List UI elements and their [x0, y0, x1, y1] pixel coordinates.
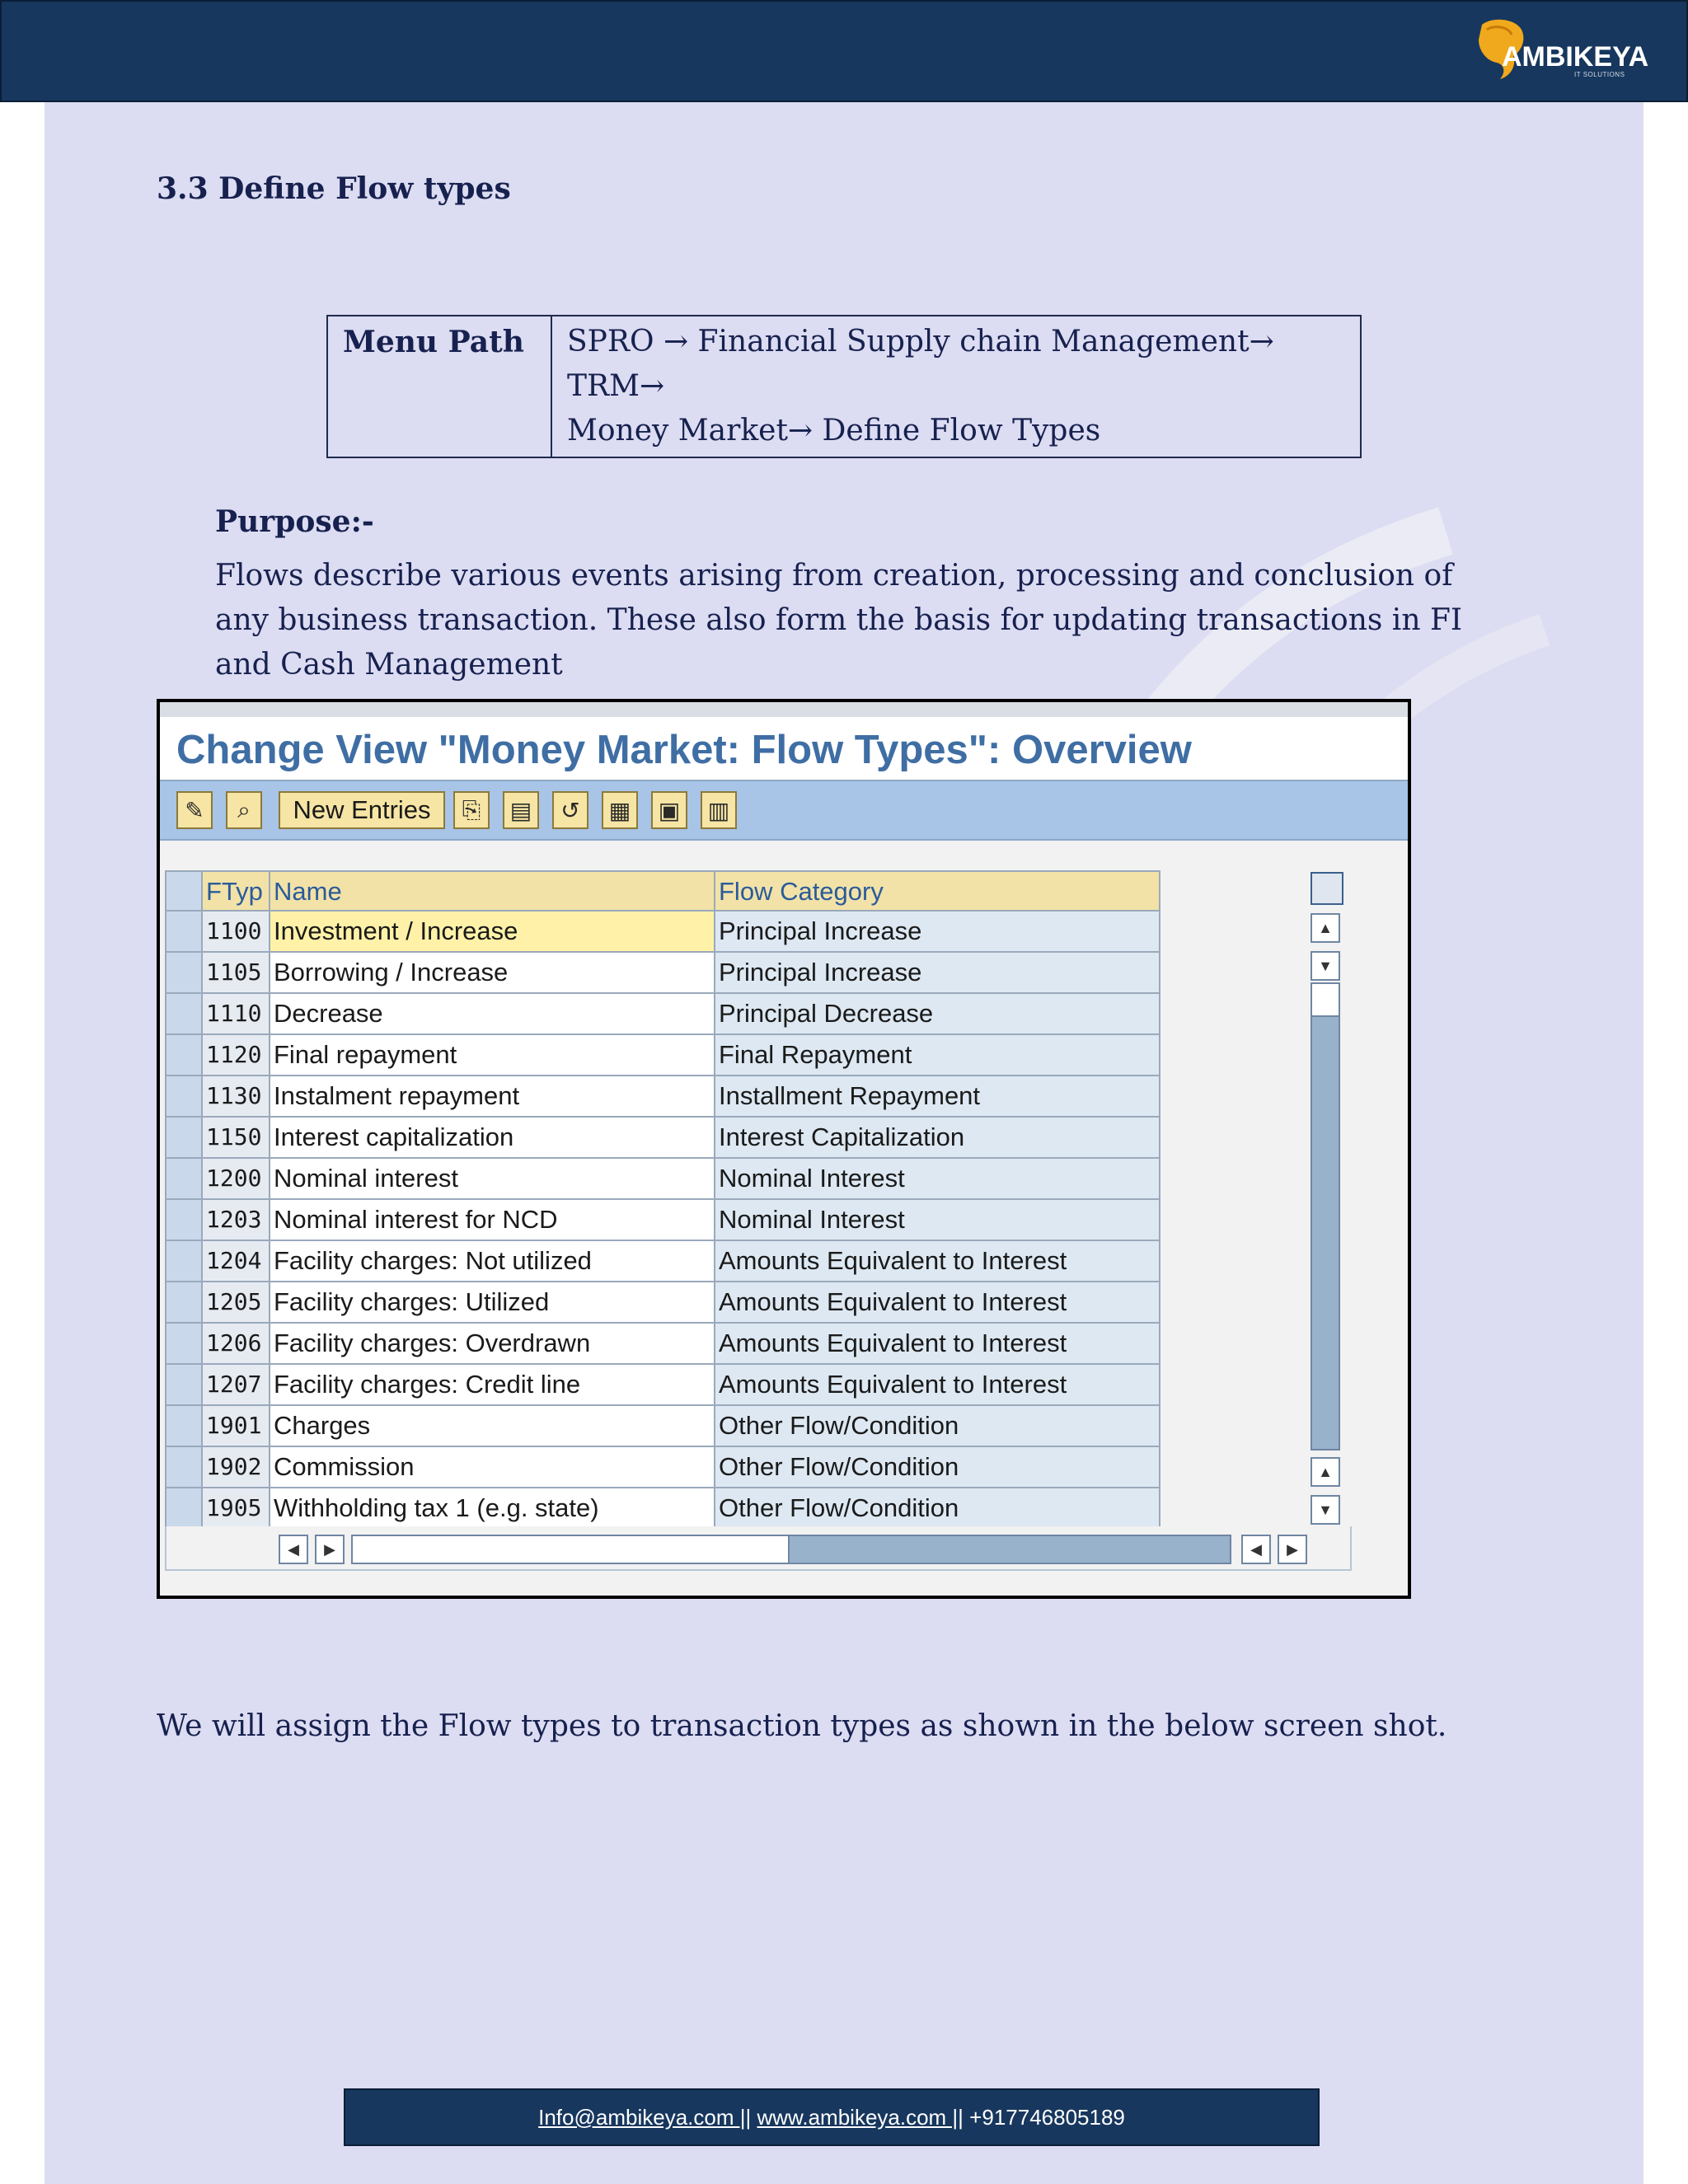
- scroll-up-icon[interactable]: ▲: [1311, 913, 1340, 943]
- cell-name[interactable]: Facility charges: Credit line: [270, 1365, 715, 1406]
- row-selector[interactable]: [165, 1159, 203, 1200]
- cell-flow-category[interactable]: Amounts Equivalent to Interest: [715, 1365, 1160, 1406]
- horizontal-scroll-thumb[interactable]: [351, 1535, 790, 1564]
- row-selector[interactable]: [165, 1365, 203, 1406]
- row-selector[interactable]: [165, 1447, 203, 1488]
- cell-name[interactable]: Decrease: [270, 994, 715, 1035]
- menu-path-table: [326, 315, 1362, 458]
- sap-top-strip: [160, 702, 1408, 719]
- sap-screenshot: [157, 699, 1411, 1599]
- cell-flow-category[interactable]: Interest Capitalization: [715, 1118, 1160, 1159]
- cell-flow-category[interactable]: Amounts Equivalent to Interest: [715, 1282, 1160, 1324]
- row-selector[interactable]: [165, 1076, 203, 1118]
- cell-name[interactable]: Withholding tax 1 (e.g. state): [270, 1488, 715, 1530]
- cell-ftyp: 1206: [203, 1324, 270, 1365]
- cell-flow-category[interactable]: Principal Increase: [715, 912, 1160, 953]
- menu-path-label: Menu Path: [327, 316, 551, 457]
- cell-flow-category[interactable]: Other Flow/Condition: [715, 1488, 1160, 1530]
- sap-screen-title: Change View "Money Market: Flow Types": Overview: [176, 728, 1192, 772]
- footer-phone: +917746805189: [969, 2104, 1125, 2130]
- cell-name[interactable]: Borrowing / Increase: [270, 953, 715, 994]
- cell-flow-category[interactable]: Nominal Interest: [715, 1159, 1160, 1200]
- cell-name[interactable]: Facility charges: Utilized: [270, 1282, 715, 1324]
- column-header-name[interactable]: Name: [270, 870, 715, 912]
- cell-ftyp: 1150: [203, 1118, 270, 1159]
- cell-flow-category[interactable]: Amounts Equivalent to Interest: [715, 1241, 1160, 1282]
- vertical-scrollbar[interactable]: [1311, 913, 1340, 1525]
- cell-ftyp: 1901: [203, 1406, 270, 1447]
- purpose-text: Flows describe various events arising from creation, processing and conclusion of any business transaction. These also form the basis for updating transactions in FI and Cash Management: [215, 559, 1463, 682]
- cell-ftyp: 1203: [203, 1200, 270, 1241]
- footer-email-link[interactable]: Info@ambikeya.com ||: [538, 2104, 752, 2130]
- cell-name[interactable]: Nominal interest for NCD: [270, 1200, 715, 1241]
- cell-name[interactable]: Investment / Increase: [270, 912, 715, 953]
- scroll-right-end-icon[interactable]: ▶: [1278, 1535, 1307, 1564]
- cell-flow-category[interactable]: Other Flow/Condition: [715, 1406, 1160, 1447]
- column-header-flow-category[interactable]: Flow Category: [715, 870, 1160, 912]
- cell-flow-category[interactable]: Principal Decrease: [715, 994, 1160, 1035]
- delete-icon[interactable]: ▤: [503, 791, 539, 829]
- section-title: 3.3 Define Flow types: [157, 171, 511, 206]
- vertical-scroll-track[interactable]: [1311, 982, 1340, 1451]
- cell-name[interactable]: Instalment repayment: [270, 1076, 715, 1118]
- sap-title-bar: [160, 717, 1408, 781]
- assign-flow-types-text: We will assign the Flow types to transaction types as shown in the below screen shot.: [157, 1709, 1447, 1743]
- edit-glasses-icon[interactable]: ✎: [176, 791, 213, 829]
- cell-ftyp: 1120: [203, 1035, 270, 1076]
- cell-name[interactable]: Final repayment: [270, 1035, 715, 1076]
- copy-icon[interactable]: ⎘: [453, 791, 490, 829]
- column-header-ftyp[interactable]: FTyp: [203, 870, 270, 912]
- cell-ftyp: 1110: [203, 994, 270, 1035]
- cell-ftyp: 1905: [203, 1488, 270, 1530]
- row-selector[interactable]: [165, 994, 203, 1035]
- cell-name[interactable]: Facility charges: Not utilized: [270, 1241, 715, 1282]
- brand-subtitle: IT SOLUTIONS: [1574, 71, 1625, 78]
- cell-name[interactable]: Nominal interest: [270, 1159, 715, 1200]
- display-change-icon[interactable]: ⌕: [226, 791, 262, 829]
- scroll-left-icon[interactable]: ◀: [279, 1535, 308, 1564]
- page-up-icon[interactable]: ▲: [1311, 1457, 1340, 1487]
- menu-path-line-2: Money Market→ Define Flow Types: [567, 414, 1101, 448]
- new-entries-button[interactable]: New Entries: [279, 791, 445, 829]
- cell-ftyp: 1207: [203, 1365, 270, 1406]
- select-block-icon[interactable]: ▣: [651, 791, 687, 829]
- cell-ftyp: 1205: [203, 1282, 270, 1324]
- row-selector[interactable]: [165, 1324, 203, 1365]
- header-bar: [0, 0, 1688, 102]
- row-selector[interactable]: [165, 1406, 203, 1447]
- footer-bar: [344, 2088, 1320, 2146]
- row-selector[interactable]: [165, 912, 203, 953]
- cell-ftyp: 1105: [203, 953, 270, 994]
- cell-flow-category[interactable]: Other Flow/Condition: [715, 1447, 1160, 1488]
- cell-ftyp: 1902: [203, 1447, 270, 1488]
- row-selector[interactable]: [165, 1282, 203, 1324]
- menu-path-value: [551, 316, 1361, 457]
- vertical-scroll-thumb[interactable]: [1311, 982, 1340, 1017]
- column-settings-icon[interactable]: [1311, 872, 1343, 905]
- row-selector[interactable]: [165, 1118, 203, 1159]
- row-selector[interactable]: [165, 1200, 203, 1241]
- cell-ftyp: 1204: [203, 1241, 270, 1282]
- cell-flow-category[interactable]: Amounts Equivalent to Interest: [715, 1324, 1160, 1365]
- select-all-column-header[interactable]: [165, 870, 203, 912]
- cell-name[interactable]: Charges: [270, 1406, 715, 1447]
- page-down-icon[interactable]: ▼: [1311, 1495, 1340, 1525]
- select-all-icon[interactable]: ▦: [602, 791, 638, 829]
- row-selector[interactable]: [165, 1035, 203, 1076]
- purpose-title: Purpose:-: [215, 504, 374, 539]
- sap-application-toolbar: [160, 781, 1408, 841]
- horizontal-scroll-area: [165, 1526, 1352, 1571]
- cell-name[interactable]: Facility charges: Overdrawn: [270, 1324, 715, 1365]
- cell-flow-category[interactable]: Installment Repayment: [715, 1076, 1160, 1118]
- scroll-left-end-icon[interactable]: ◀: [1241, 1535, 1271, 1564]
- undo-icon[interactable]: ↺: [552, 791, 588, 829]
- scroll-down-icon[interactable]: ▼: [1311, 951, 1340, 981]
- cell-flow-category[interactable]: Principal Increase: [715, 953, 1160, 994]
- footer-website-link[interactable]: www.ambikeya.com ||: [757, 2104, 964, 2130]
- row-selector[interactable]: [165, 1488, 203, 1530]
- menu-path-line-1: SPRO → Financial Supply chain Management→ TRM→: [567, 325, 1274, 403]
- cell-ftyp: 1130: [203, 1076, 270, 1118]
- cell-name[interactable]: Interest capitalization: [270, 1118, 715, 1159]
- scroll-right-icon[interactable]: ▶: [315, 1535, 345, 1564]
- row-selector[interactable]: [165, 953, 203, 994]
- cell-flow-category[interactable]: Nominal Interest: [715, 1200, 1160, 1241]
- cell-flow-category[interactable]: Final Repayment: [715, 1035, 1160, 1076]
- cell-ftyp: 1200: [203, 1159, 270, 1200]
- row-selector[interactable]: [165, 1241, 203, 1282]
- cell-ftyp: 1100: [203, 912, 270, 953]
- brand-name: AMBIKEYA: [1502, 41, 1649, 73]
- deselect-all-icon[interactable]: ▥: [701, 791, 737, 829]
- cell-name[interactable]: Commission: [270, 1447, 715, 1488]
